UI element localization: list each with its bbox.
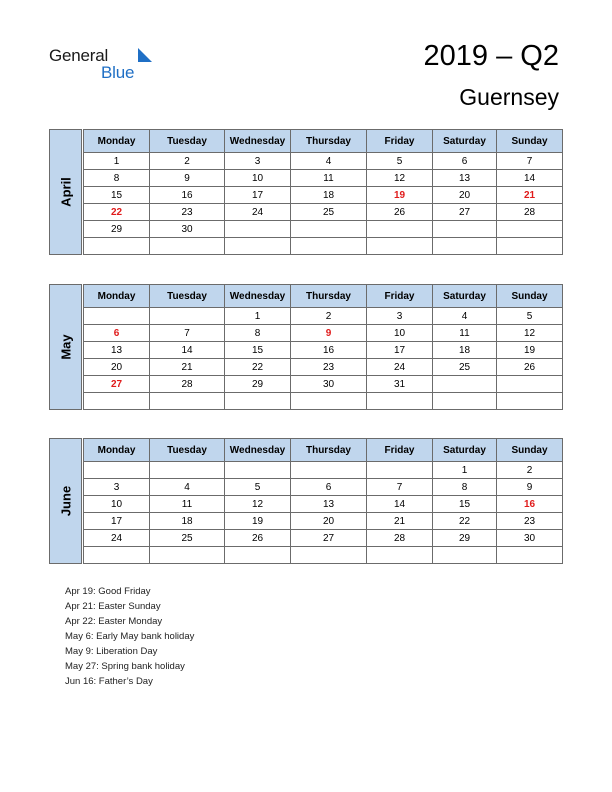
weekday-header: Sunday: [497, 285, 563, 308]
day-cell: 19: [225, 513, 291, 530]
day-cell: [225, 221, 291, 238]
week-row: [84, 376, 563, 393]
day-cell: 11: [291, 170, 367, 187]
weekday-header: Tuesday: [150, 439, 225, 462]
weekday-header: Sunday: [497, 130, 563, 153]
calendar-table: [83, 438, 563, 564]
day-cell: 27: [291, 530, 367, 547]
day-cell: [291, 462, 367, 479]
day-cell: 24: [367, 359, 433, 376]
day-cell: [291, 238, 367, 255]
day-cell: 12: [367, 170, 433, 187]
day-cell: 30: [150, 221, 225, 238]
holiday-note: Apr 21: Easter Sunday: [65, 601, 161, 612]
day-cell: 6: [291, 479, 367, 496]
logo: [49, 46, 149, 82]
week-row: [84, 479, 563, 496]
day-cell: [291, 547, 367, 564]
day-cell: 13: [291, 496, 367, 513]
day-cell: 25: [291, 204, 367, 221]
weekday-header: Saturday: [433, 285, 497, 308]
week-row: [84, 204, 563, 221]
day-cell: [225, 462, 291, 479]
day-cell: [84, 308, 150, 325]
day-cell: 15: [433, 496, 497, 513]
day-cell: 5: [497, 308, 563, 325]
day-cell: 16: [497, 496, 563, 513]
day-cell: 7: [497, 153, 563, 170]
page-title: 2019 – Q2: [423, 40, 559, 72]
day-cell: [367, 393, 433, 410]
day-cell: [225, 393, 291, 410]
day-cell: [84, 462, 150, 479]
holiday-note: Apr 19: Good Friday: [65, 586, 151, 597]
weekday-header-row: [84, 285, 563, 308]
day-cell: 12: [497, 325, 563, 342]
weekday-header: Saturday: [433, 130, 497, 153]
day-cell: 8: [84, 170, 150, 187]
week-row: [84, 221, 563, 238]
day-cell: 22: [84, 204, 150, 221]
day-cell: 23: [497, 513, 563, 530]
day-cell: [367, 547, 433, 564]
day-cell: 27: [433, 204, 497, 221]
day-cell: 7: [150, 325, 225, 342]
day-cell: 1: [225, 308, 291, 325]
logo-triangle-icon: [138, 48, 152, 62]
weekday-header: Friday: [367, 439, 433, 462]
day-cell: 17: [225, 187, 291, 204]
day-cell: 5: [225, 479, 291, 496]
day-cell: [367, 462, 433, 479]
day-cell: 21: [150, 359, 225, 376]
weekday-header: Thursday: [291, 439, 367, 462]
month-may: [49, 284, 564, 410]
day-cell: 7: [367, 479, 433, 496]
day-cell: 9: [497, 479, 563, 496]
day-cell: 10: [225, 170, 291, 187]
day-cell: 4: [433, 308, 497, 325]
day-cell: 20: [291, 513, 367, 530]
day-cell: 27: [84, 376, 150, 393]
holiday-note: Jun 16: Father’s Day: [65, 676, 153, 687]
day-cell: 24: [84, 530, 150, 547]
weekday-header: Thursday: [291, 130, 367, 153]
day-cell: 6: [84, 325, 150, 342]
weekday-header: Saturday: [433, 439, 497, 462]
day-cell: 11: [150, 496, 225, 513]
day-cell: [497, 238, 563, 255]
day-cell: [84, 238, 150, 255]
day-cell: 18: [150, 513, 225, 530]
day-cell: [291, 393, 367, 410]
month-april: [49, 129, 564, 255]
day-cell: 18: [291, 187, 367, 204]
holiday-note: May 6: Early May bank holiday: [65, 631, 195, 642]
day-cell: 5: [367, 153, 433, 170]
day-cell: 29: [433, 530, 497, 547]
weekday-header: Sunday: [497, 439, 563, 462]
calendar-table: [83, 284, 563, 410]
day-cell: [150, 547, 225, 564]
week-row: [84, 547, 563, 564]
day-cell: [225, 547, 291, 564]
holiday-note: May 9: Liberation Day: [65, 646, 158, 657]
day-cell: 2: [150, 153, 225, 170]
day-cell: 15: [84, 187, 150, 204]
day-cell: [150, 462, 225, 479]
day-cell: [497, 393, 563, 410]
day-cell: [433, 393, 497, 410]
day-cell: 11: [433, 325, 497, 342]
day-cell: 4: [150, 479, 225, 496]
day-cell: [433, 238, 497, 255]
day-cell: 4: [291, 153, 367, 170]
day-cell: 19: [367, 187, 433, 204]
day-cell: 20: [433, 187, 497, 204]
day-cell: 29: [84, 221, 150, 238]
week-row: [84, 325, 563, 342]
day-cell: [84, 393, 150, 410]
weekday-header: Wednesday: [225, 285, 291, 308]
week-row: [84, 530, 563, 547]
day-cell: 10: [367, 325, 433, 342]
day-cell: 17: [367, 342, 433, 359]
day-cell: [225, 238, 291, 255]
day-cell: 22: [433, 513, 497, 530]
weekday-header-row: [84, 439, 563, 462]
day-cell: [84, 547, 150, 564]
day-cell: 3: [84, 479, 150, 496]
country-name: Guernsey: [459, 84, 559, 110]
day-cell: [497, 547, 563, 564]
day-cell: 21: [367, 513, 433, 530]
day-cell: [150, 308, 225, 325]
day-cell: [150, 238, 225, 255]
day-cell: 16: [291, 342, 367, 359]
day-cell: 28: [367, 530, 433, 547]
day-cell: [433, 221, 497, 238]
weekday-header: Friday: [367, 130, 433, 153]
week-row: [84, 359, 563, 376]
day-cell: 3: [367, 308, 433, 325]
day-cell: 9: [291, 325, 367, 342]
weekday-header: Friday: [367, 285, 433, 308]
day-cell: 30: [497, 530, 563, 547]
week-row: [84, 187, 563, 204]
weekday-header: Wednesday: [225, 439, 291, 462]
weekday-header: Monday: [84, 130, 150, 153]
month-label: April: [49, 129, 82, 255]
day-cell: 21: [497, 187, 563, 204]
day-cell: 1: [84, 153, 150, 170]
calendar-table: [83, 129, 563, 255]
day-cell: 20: [84, 359, 150, 376]
day-cell: 22: [225, 359, 291, 376]
holiday-notes: [65, 584, 194, 689]
day-cell: 28: [150, 376, 225, 393]
day-cell: 2: [291, 308, 367, 325]
day-cell: 26: [367, 204, 433, 221]
day-cell: 14: [150, 342, 225, 359]
month-label: June: [49, 438, 82, 564]
weekday-header: Monday: [84, 439, 150, 462]
logo-blue-text: Blue: [101, 63, 135, 82]
day-cell: 8: [433, 479, 497, 496]
day-cell: 3: [225, 153, 291, 170]
day-cell: 23: [150, 204, 225, 221]
day-cell: 26: [225, 530, 291, 547]
day-cell: [433, 547, 497, 564]
day-cell: 29: [225, 376, 291, 393]
day-cell: 17: [84, 513, 150, 530]
month-label: May: [49, 284, 82, 410]
holiday-note: May 27: Spring bank holiday: [65, 661, 185, 672]
weekday-header-row: [84, 130, 563, 153]
day-cell: 16: [150, 187, 225, 204]
week-row: [84, 496, 563, 513]
week-row: [84, 170, 563, 187]
weekday-header: Tuesday: [150, 130, 225, 153]
day-cell: 28: [497, 204, 563, 221]
day-cell: [497, 221, 563, 238]
day-cell: 24: [225, 204, 291, 221]
day-cell: [367, 221, 433, 238]
weekday-header: Thursday: [291, 285, 367, 308]
day-cell: 13: [84, 342, 150, 359]
weekday-header: Wednesday: [225, 130, 291, 153]
week-row: [84, 238, 563, 255]
day-cell: 19: [497, 342, 563, 359]
day-cell: 31: [367, 376, 433, 393]
day-cell: 8: [225, 325, 291, 342]
week-row: [84, 462, 563, 479]
month-june: [49, 438, 564, 564]
day-cell: 30: [291, 376, 367, 393]
day-cell: 26: [497, 359, 563, 376]
day-cell: [433, 376, 497, 393]
day-cell: 12: [225, 496, 291, 513]
day-cell: 25: [150, 530, 225, 547]
logo-general-text: General: [49, 46, 109, 65]
week-row: [84, 342, 563, 359]
day-cell: [367, 238, 433, 255]
day-cell: 15: [225, 342, 291, 359]
day-cell: [291, 221, 367, 238]
day-cell: 6: [433, 153, 497, 170]
day-cell: [150, 393, 225, 410]
day-cell: 14: [497, 170, 563, 187]
week-row: [84, 513, 563, 530]
day-cell: 25: [433, 359, 497, 376]
day-cell: [497, 376, 563, 393]
holiday-note: Apr 22: Easter Monday: [65, 616, 163, 627]
day-cell: 18: [433, 342, 497, 359]
day-cell: 1: [433, 462, 497, 479]
day-cell: 14: [367, 496, 433, 513]
day-cell: 23: [291, 359, 367, 376]
weekday-header: Tuesday: [150, 285, 225, 308]
week-row: [84, 393, 563, 410]
day-cell: 9: [150, 170, 225, 187]
day-cell: 2: [497, 462, 563, 479]
day-cell: 13: [433, 170, 497, 187]
week-row: [84, 308, 563, 325]
day-cell: 10: [84, 496, 150, 513]
weekday-header: Monday: [84, 285, 150, 308]
week-row: [84, 153, 563, 170]
